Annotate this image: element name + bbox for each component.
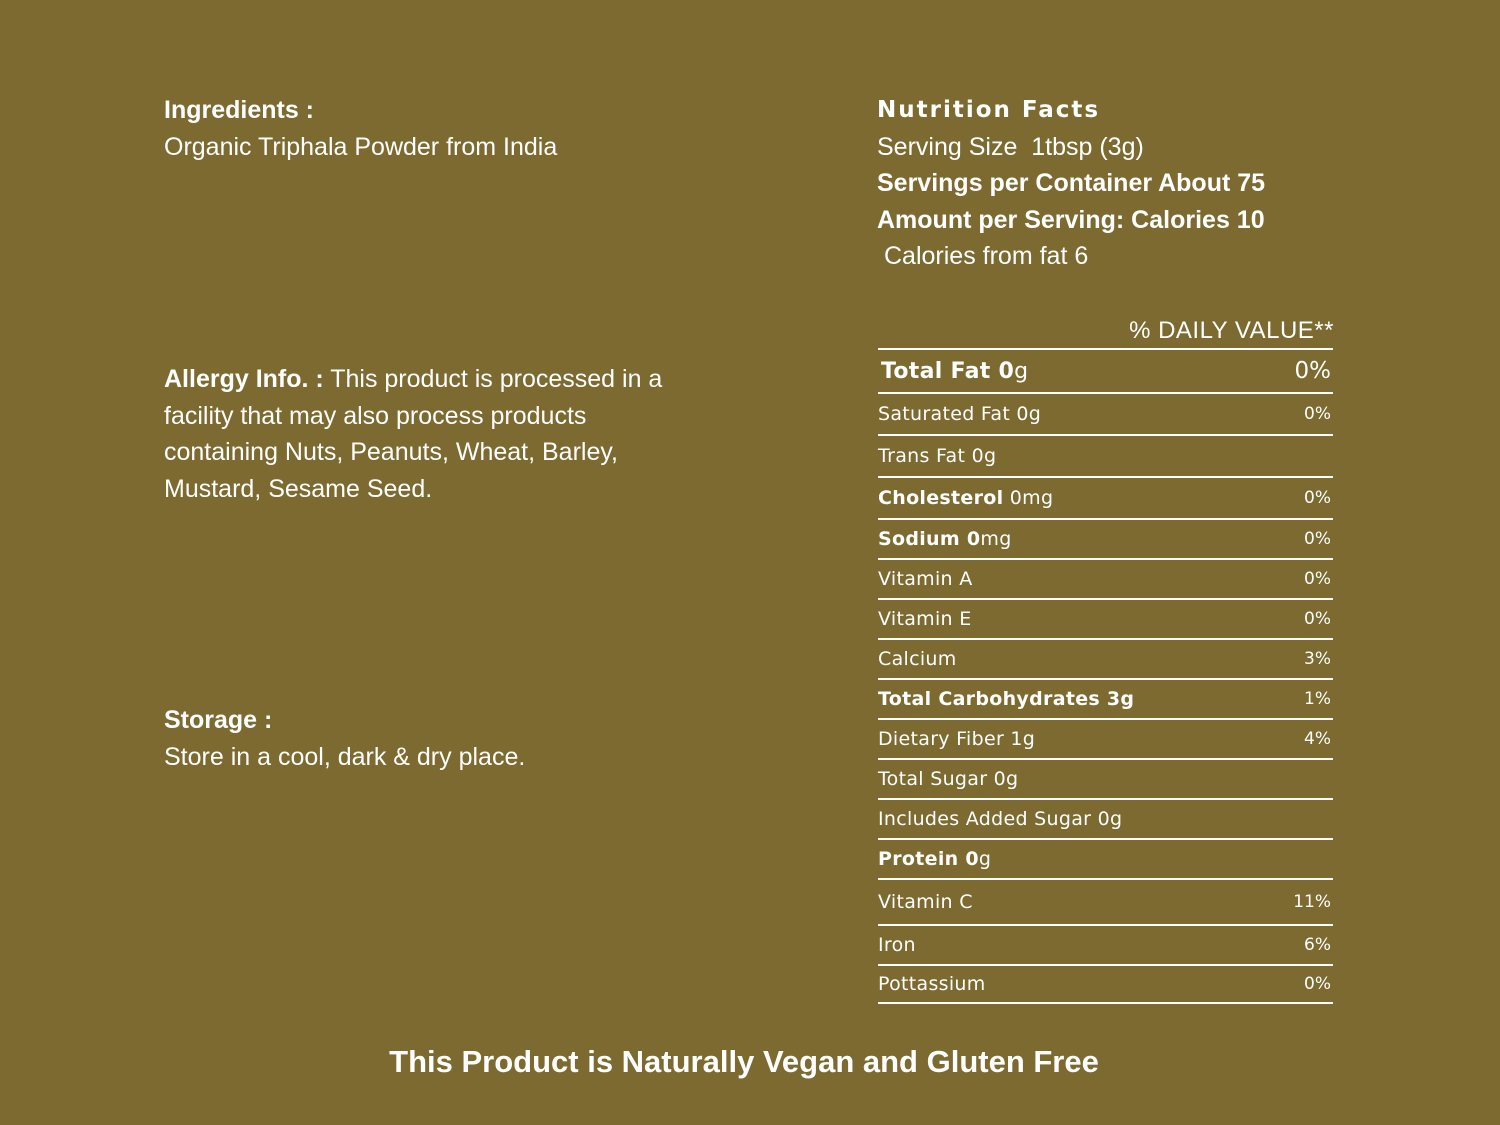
nutrient-row bbox=[878, 558, 1333, 598]
nutrient-row bbox=[878, 964, 1333, 1004]
nutrient-name-bold: Total Carbohydrates 3g bbox=[878, 688, 1135, 710]
storage-text: Store in a cool, dark & dry place. bbox=[164, 742, 526, 771]
nutrient-row bbox=[878, 476, 1333, 518]
nutrient-name-regular: mg bbox=[980, 528, 1012, 550]
nutrient-daily-value: 3% bbox=[1304, 649, 1331, 669]
nutrient-name-regular: Vitamin A bbox=[878, 568, 973, 590]
nutrient-name bbox=[878, 608, 972, 630]
nutrient-name bbox=[878, 445, 996, 467]
nutrient-name bbox=[878, 528, 1012, 550]
allergy-text: This product is processed in a facility that may also process products containing Nuts, Peanuts, Wheat, Barley, Mustard, Sesame Seed. bbox=[164, 365, 663, 503]
nutrient-row bbox=[878, 878, 1333, 924]
nutrient-daily-value: 0% bbox=[1294, 358, 1331, 384]
nutrient-row bbox=[878, 758, 1333, 798]
nutrient-name-bold: Sodium 0 bbox=[878, 528, 981, 550]
nutrient-name bbox=[878, 848, 991, 870]
nutrient-name-regular: Calcium bbox=[878, 648, 957, 670]
nutrient-daily-value: 1% bbox=[1304, 689, 1331, 709]
nutrient-name-bold: Total Fat 0 bbox=[881, 358, 1015, 384]
amount-per-serving: Amount per Serving: Calories 10 bbox=[877, 205, 1265, 234]
nutrient-name-regular: Vitamin E bbox=[878, 608, 972, 630]
calories-from-fat: Calories from fat 6 bbox=[884, 242, 1089, 270]
nutrient-name-regular: Saturated Fat 0g bbox=[878, 403, 1042, 425]
nutrient-name bbox=[878, 973, 986, 995]
nutrient-name bbox=[878, 648, 957, 670]
nutrient-name bbox=[878, 688, 1134, 710]
nutrition-facts-title: Nutrition Facts bbox=[877, 97, 1101, 123]
nutrient-daily-value: 0% bbox=[1304, 404, 1331, 424]
nutrient-daily-value: 4% bbox=[1304, 729, 1331, 749]
nutrient-daily-value: 6% bbox=[1304, 935, 1331, 955]
ingredients-section bbox=[164, 92, 557, 165]
nutrient-row bbox=[878, 392, 1333, 434]
allergy-title: Allergy Info. : bbox=[164, 365, 324, 393]
nutrient-name bbox=[878, 487, 1053, 509]
ingredients-text: Organic Triphala Powder from India bbox=[164, 132, 558, 161]
nutrient-name bbox=[878, 934, 916, 956]
nutrient-row bbox=[878, 924, 1333, 964]
nutrient-row bbox=[878, 518, 1333, 558]
nutrient-row bbox=[878, 598, 1333, 638]
allergy-section bbox=[164, 361, 664, 507]
nutrient-name-bold: Cholesterol bbox=[878, 487, 1004, 509]
nutrient-name bbox=[878, 359, 1028, 384]
nutrient-name-regular: g bbox=[1014, 358, 1029, 384]
storage-section bbox=[164, 702, 525, 775]
servings-per-container: Servings per Container About 75 bbox=[877, 169, 1266, 197]
nutrient-row bbox=[878, 638, 1333, 678]
nutrient-name-regular: Includes Added Sugar 0g bbox=[878, 808, 1123, 830]
nutrient-name-regular: 0mg bbox=[1003, 487, 1054, 509]
nutrient-row bbox=[878, 718, 1333, 758]
nutrient-name bbox=[878, 403, 1041, 425]
nutrient-name-regular: Vitamin C bbox=[878, 891, 973, 913]
nutrient-name bbox=[878, 728, 1035, 750]
nutrient-name-bold: Protein 0 bbox=[878, 848, 979, 870]
nutrient-name-regular: Trans Fat 0g bbox=[878, 445, 997, 467]
nutrient-name bbox=[878, 768, 1018, 790]
nutrient-daily-value: 0% bbox=[1304, 609, 1331, 629]
nutrient-name-regular: Total Sugar 0g bbox=[878, 768, 1019, 790]
nutrient-name bbox=[878, 808, 1122, 830]
nutrition-table bbox=[878, 348, 1333, 1004]
ingredients-title: Ingredients : bbox=[164, 96, 315, 124]
nutrient-name-regular: Iron bbox=[878, 934, 916, 956]
nutrient-name-regular: Dietary Fiber 1g bbox=[878, 728, 1036, 750]
nutrient-name bbox=[878, 568, 973, 590]
nutrient-name-regular: g bbox=[978, 848, 992, 870]
serving-size: Serving Size 1tbsp (3g) bbox=[877, 132, 1144, 161]
nutrient-name bbox=[878, 891, 973, 913]
nutrient-row bbox=[878, 678, 1333, 718]
nutrient-daily-value: 0% bbox=[1304, 569, 1331, 589]
storage-title: Storage : bbox=[164, 706, 273, 734]
nutrient-daily-value: 0% bbox=[1304, 974, 1331, 994]
nutrient-row bbox=[878, 798, 1333, 838]
nutrient-name-regular: Pottassium bbox=[878, 973, 986, 995]
nutrient-row bbox=[878, 838, 1333, 878]
nutrition-facts-header bbox=[877, 92, 1337, 275]
vegan-gluten-free-statement: This Product is Naturally Vegan and Gluten Free bbox=[389, 1044, 1099, 1079]
nutrient-daily-value: 0% bbox=[1304, 488, 1331, 508]
nutrient-daily-value: 0% bbox=[1304, 529, 1331, 549]
daily-value-header: % DAILY VALUE** bbox=[1129, 317, 1334, 344]
nutrient-daily-value: 11% bbox=[1293, 892, 1331, 912]
nutrient-row bbox=[878, 434, 1333, 476]
nutrient-row bbox=[878, 348, 1333, 392]
